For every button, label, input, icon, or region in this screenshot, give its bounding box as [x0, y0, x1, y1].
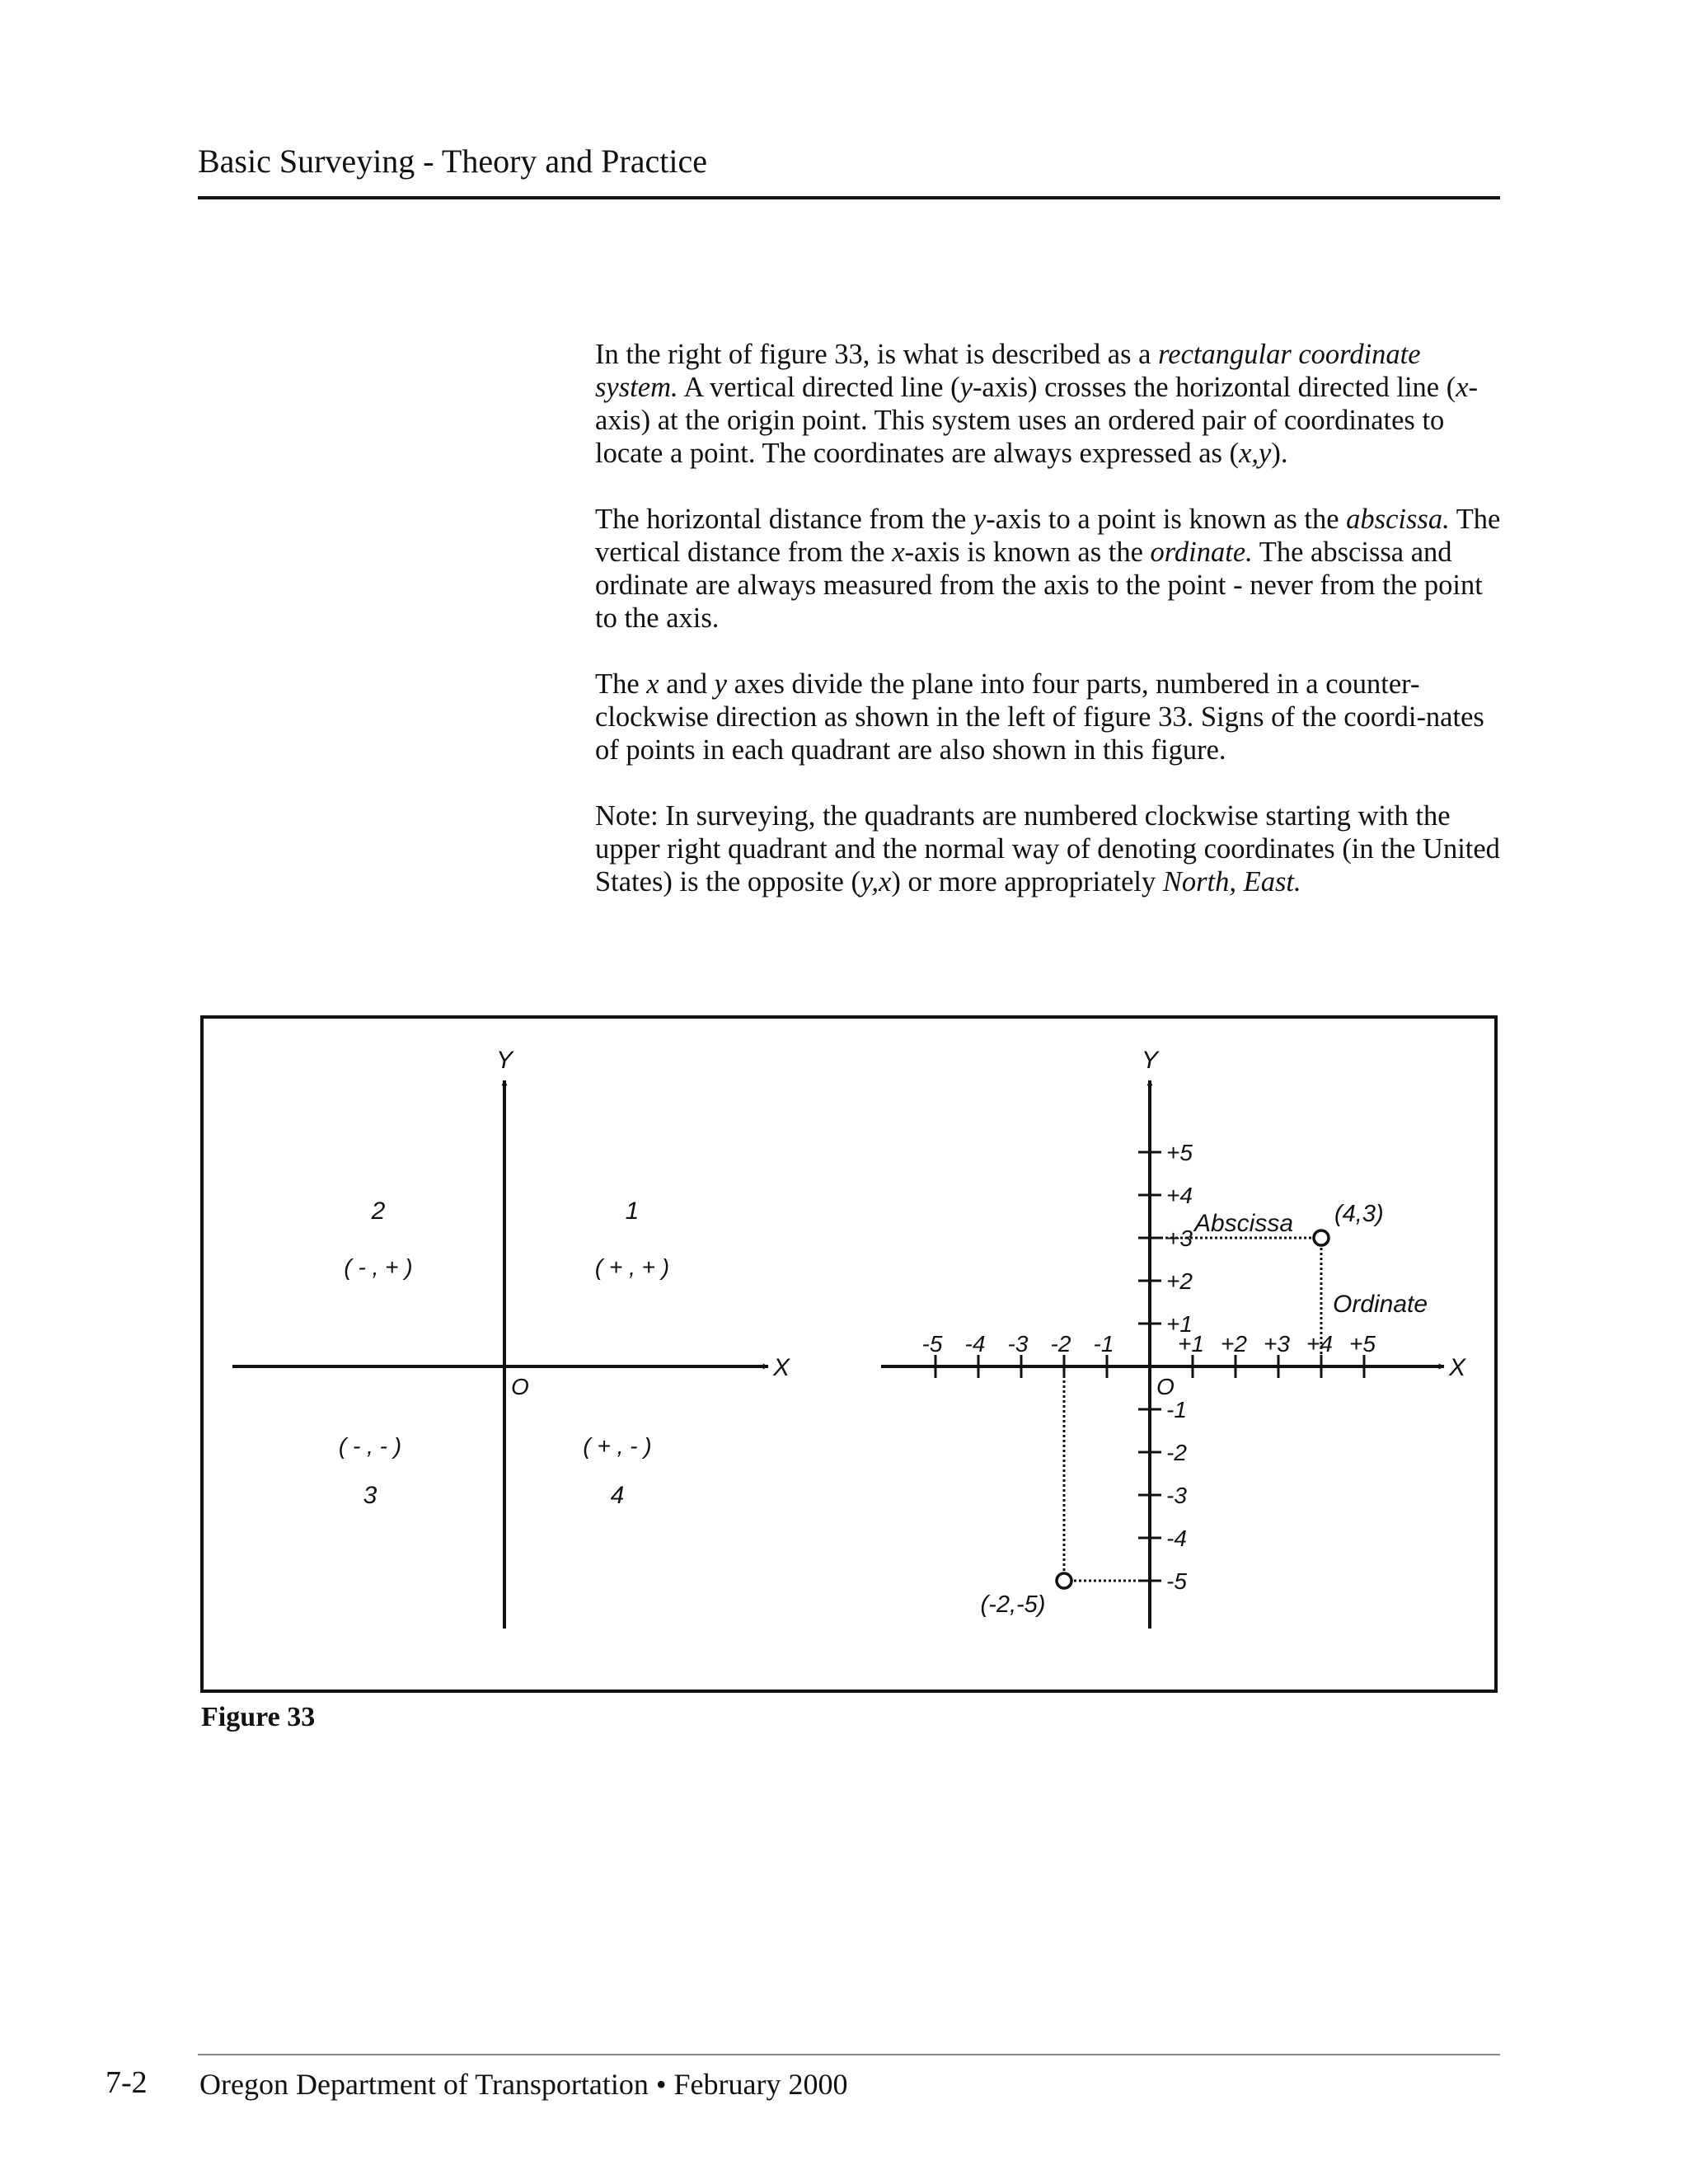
- text-run: -axis) crosses the horizontal directed line (: [972, 372, 1456, 403]
- italic-text-run: x: [1456, 372, 1469, 403]
- ordinate-label: Ordinate: [1333, 1291, 1428, 1318]
- left-origin-label: O: [511, 1374, 529, 1399]
- italic-text-run: x: [892, 537, 905, 568]
- x-axis-tick-label: -3: [1007, 1331, 1029, 1357]
- italic-text-run: rectangular coordinate system.: [595, 339, 1421, 403]
- footer-text: Oregon Department of Transportation • February 2000: [199, 2068, 848, 2101]
- quadrant-signs: ( - , - ): [338, 1433, 402, 1459]
- x-axis-tick-label: -4: [964, 1331, 986, 1357]
- y-axis-tick-label: +1: [1166, 1311, 1193, 1337]
- text-run: ).: [1271, 438, 1288, 469]
- coordinate-point-label: (4,3): [1334, 1201, 1384, 1227]
- figure-33-diagrams: [204, 1019, 1494, 1690]
- footer-divider: [198, 2054, 1500, 2055]
- header-divider: [198, 196, 1500, 199]
- text-run: axes divide the plane into four parts, numbered in a counter-clockwise direction as shown in the left of figure 33. Signs of the coordi-nates of points in each quadrant are also shown in this figure.: [595, 668, 1484, 766]
- text-run: -axis) at the origin point. This system uses an ordered pair of coordinates to locate a point. The coordinates are always expressed as (: [595, 372, 1479, 469]
- y-axis-tick-label: +3: [1166, 1226, 1193, 1251]
- x-axis-tick-label: +4: [1306, 1331, 1333, 1357]
- coordinate-point: [1057, 1573, 1071, 1588]
- x-axis-tick-label: -5: [921, 1331, 943, 1357]
- quadrant-signs: ( + , - ): [583, 1433, 652, 1459]
- body-paragraph: [595, 338, 1502, 470]
- y-axis-tick-label: -3: [1166, 1483, 1187, 1508]
- y-axis-tick-label: -2: [1166, 1440, 1187, 1465]
- figure-caption: Figure 33: [201, 1702, 316, 1732]
- y-axis-tick-label: +5: [1166, 1140, 1193, 1165]
- y-axis-tick-label: -5: [1166, 1568, 1187, 1594]
- page-number: 7-2: [106, 2065, 148, 2100]
- italic-text-run: y,x: [860, 866, 892, 898]
- coordinate-diagram: [881, 1047, 1466, 1629]
- y-axis-tick-label: -1: [1166, 1397, 1187, 1422]
- quadrant-number: 1: [625, 1197, 640, 1225]
- x-axis-tick-label: -1: [1093, 1331, 1114, 1357]
- x-axis-tick-label: +5: [1349, 1331, 1376, 1357]
- quadrant-signs: ( - , + ): [344, 1254, 413, 1280]
- left-y-axis-label: Y: [495, 1047, 513, 1074]
- quadrant-diagram: [232, 1047, 790, 1629]
- text-run: The horizontal distance from the: [595, 504, 973, 535]
- y-axis-tick-label: +2: [1166, 1268, 1193, 1294]
- body-text: [595, 338, 1502, 898]
- text-run: Note: In surveying, the quadrants are numbered clockwise starting with the upper right quadrant and the normal way of denoting coordinates (in the United States) is the opposite (: [595, 800, 1500, 898]
- coordinate-point: [1314, 1230, 1329, 1245]
- abscissa-label: Abscissa: [1193, 1210, 1294, 1237]
- italic-text-run: x,y: [1239, 438, 1272, 469]
- y-axis-tick-label: +4: [1166, 1183, 1193, 1208]
- italic-text-run: ordinate.: [1150, 537, 1253, 568]
- italic-text-run: North, East.: [1162, 866, 1301, 898]
- text-run: -axis is known as the: [904, 537, 1151, 568]
- body-paragraph: [595, 668, 1502, 766]
- text-run: -axis to a point is known as the: [986, 504, 1347, 535]
- quadrant-signs: ( + , + ): [594, 1254, 670, 1280]
- quadrant-number: 4: [610, 1482, 625, 1509]
- x-axis-tick-label: -2: [1050, 1331, 1071, 1357]
- right-origin-label: O: [1156, 1374, 1175, 1399]
- italic-text-run: x: [646, 668, 659, 700]
- right-y-axis-label: Y: [1141, 1047, 1159, 1074]
- x-axis-tick-label: +2: [1221, 1331, 1247, 1357]
- x-axis-tick-label: +1: [1178, 1331, 1204, 1357]
- text-run: The abscissa and ordinate are always measured from the axis to the point - never from the point to the axis.: [595, 537, 1483, 634]
- left-x-axis-label: X: [773, 1354, 790, 1381]
- x-axis-tick-label: +3: [1264, 1331, 1290, 1357]
- italic-text-run: abscissa.: [1346, 504, 1450, 535]
- text-run: The vertical distance from the: [595, 504, 1501, 568]
- body-paragraph: [595, 799, 1502, 898]
- text-run: and: [659, 668, 715, 700]
- text-run: A vertical directed line (: [678, 372, 960, 403]
- quadrant-number: 3: [363, 1482, 377, 1509]
- y-axis-tick-label: -4: [1166, 1526, 1187, 1551]
- italic-text-run: y: [714, 668, 727, 700]
- page-header-title: Basic Surveying - Theory and Practice: [198, 143, 707, 180]
- figure-33-frame: [200, 1015, 1498, 1693]
- quadrant-number: 2: [371, 1197, 386, 1225]
- text-run: In the right of figure 33, is what is described as a: [595, 339, 1159, 370]
- coordinate-point-label: (-2,-5): [980, 1591, 1046, 1618]
- body-paragraph: [595, 503, 1502, 635]
- italic-text-run: y: [973, 504, 987, 535]
- right-x-axis-label: X: [1449, 1354, 1466, 1381]
- text-run: ) or more appropriately: [891, 866, 1163, 898]
- text-run: The: [595, 668, 647, 700]
- italic-text-run: y: [959, 372, 973, 403]
